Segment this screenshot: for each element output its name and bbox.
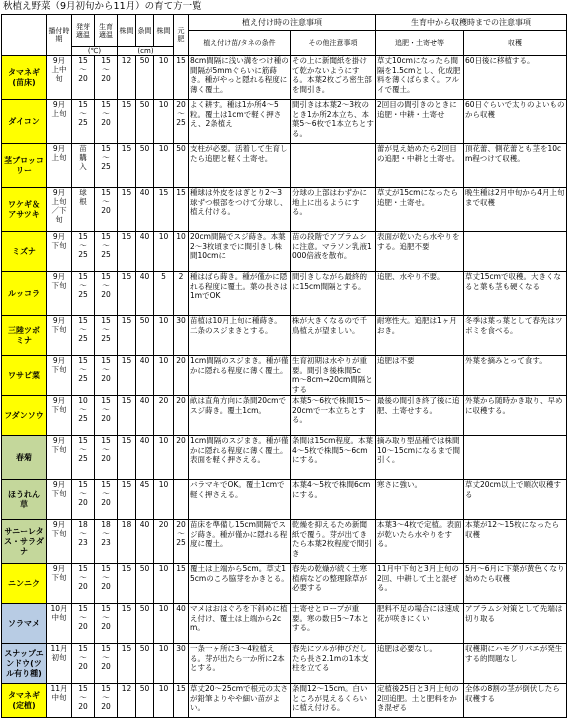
- count-cell: 15: [118, 436, 136, 480]
- extra-cell: 15: [174, 188, 189, 232]
- germ-temp-cell: 18 〜 23: [72, 520, 95, 564]
- extra-cell: 20: [174, 396, 189, 436]
- seed-conditions-cell: 8cm間隔に浅い溝をつけ種の間隔が5mmぐらいに筋蒔き。種がやっと隠れる程度に薄く覆土。: [189, 56, 291, 100]
- spacing-cell: 10: [154, 232, 174, 272]
- depth-cell: 40: [136, 436, 154, 480]
- extra-cell: 30: [174, 644, 189, 684]
- veg-name-cell: ほうれん 草: [2, 480, 47, 520]
- veg-name-cell: 春菊: [2, 436, 47, 480]
- extra-cell: 15: [174, 684, 189, 718]
- extra-cell: 10: [174, 232, 189, 272]
- header-seed-conditions: 植え付け苗/タネの条件: [189, 31, 291, 56]
- spacing-cell: 15: [154, 188, 174, 232]
- germ-temp-cell: 15 〜 20: [72, 480, 95, 520]
- sowing-time-cell: 9月 上中 旬: [47, 56, 72, 100]
- veg-name-cell: ミズナ: [2, 232, 47, 272]
- harvest-cell: 草丈20cm以上で順次収穫する: [464, 480, 567, 520]
- other-notes-cell: 春先にツルが伸びだしたら長さ2.1mの1本支柱を立てる: [291, 644, 376, 684]
- table-row: [2, 436, 567, 480]
- grow-temp-cell: 15 〜 20: [95, 684, 118, 718]
- count-cell: 15: [118, 604, 136, 644]
- harvest-cell: 冬季は葉っ葉として春先はツボミを食べる。: [464, 316, 567, 356]
- spacing-cell: 5: [154, 272, 174, 316]
- harvest-cell: 草丈15cmで収穫。大きくなると葉も茎も硬くなる: [464, 272, 567, 316]
- grow-temp-cell: 15 〜 20: [95, 604, 118, 644]
- fertilizing-cell: 草丈が15cmになったら追肥・土寄せ。: [376, 188, 464, 232]
- spacing-cell: 10: [154, 436, 174, 480]
- other-notes-cell: [291, 144, 376, 188]
- fertilizing-cell: 耐寒性大。追肥は1ヶ月おき。: [376, 316, 464, 356]
- extra-cell: 2: [174, 272, 189, 316]
- grow-temp-cell: 15 〜 25: [95, 232, 118, 272]
- count-cell: 15: [118, 232, 136, 272]
- fertilizing-cell: 追肥は必要なし。: [376, 644, 464, 684]
- depth-cell: 45: [136, 480, 154, 520]
- sowing-time-cell: 9月 下旬: [47, 396, 72, 436]
- other-notes-cell: 苗の段階でアブラムシに注意。マラソン乳液1000倍液を散布。: [291, 232, 376, 272]
- header-grow-temp: 生育適温: [95, 15, 118, 47]
- other-notes-cell: 春先の乾燥が続く土寒植病などの整理除草が必要する: [291, 564, 376, 604]
- sowing-time-cell: 9月 上旬: [47, 100, 72, 144]
- planting-guide-table: [1, 14, 567, 718]
- germ-temp-cell: 10 〜 25: [72, 396, 95, 436]
- seed-conditions-cell: 1cm間隔のスジまき。種が僅かに隠れる程度に薄く覆土。: [189, 356, 291, 396]
- spacing-cell: 10: [154, 56, 174, 100]
- harvest-cell: 60日後に移植する。: [464, 56, 567, 100]
- count-cell: 15: [118, 188, 136, 232]
- other-notes-cell: 間引きしながら最終的に15cm間隔とする。: [291, 272, 376, 316]
- extra-cell: 20: [174, 436, 189, 480]
- count-cell: 15: [118, 356, 136, 396]
- other-notes-cell: 間引きは本葉2〜3枚のとき1か所2本立ち、本葉5〜6枚で1本立ちとする。: [291, 100, 376, 144]
- extra-cell: 20: [174, 356, 189, 396]
- harvest-cell: [464, 232, 567, 272]
- germ-temp-cell: 15 〜 20: [72, 644, 95, 684]
- grow-temp-cell: 15 〜 20: [95, 356, 118, 396]
- sowing-time-cell: 9月 下旬: [47, 232, 72, 272]
- table-row: [2, 272, 567, 316]
- depth-cell: 50: [136, 644, 154, 684]
- germ-temp-cell: 15 〜 25: [72, 436, 95, 480]
- table-row: [2, 396, 567, 436]
- extra-cell: 20 〜 25: [174, 100, 189, 144]
- seed-conditions-cell: バラマキでOK。覆土1cmで軽く押さえる。: [189, 480, 291, 520]
- sowing-time-cell: 9月 上旬 ／下 旬: [47, 188, 72, 232]
- spacing-cell: 20: [154, 520, 174, 564]
- header-fertilizing: 追肥・土寄せ等: [376, 31, 464, 56]
- germ-temp-cell: 球 根: [72, 188, 95, 232]
- depth-cell: 50: [136, 564, 154, 604]
- germ-temp-cell: 15 〜 20: [72, 56, 95, 100]
- veg-name-cell: スナップエ ンドウ(ツ ル有り種): [2, 644, 47, 684]
- harvest-cell: 頂花蕾、側花蕾とも茎を10cm程つけて収穫。: [464, 144, 567, 188]
- veg-name-cell: タマネギ (定植): [2, 684, 47, 718]
- harvest-cell: 収穫期にハモグリバエが発生する的問題なし: [464, 644, 567, 684]
- grow-temp-cell: 18 〜 23: [95, 520, 118, 564]
- other-notes-cell: 本葉5〜6枚で株間15〜20cmで一本立ちとする。: [291, 396, 376, 436]
- spacing-cell: 10: [154, 144, 174, 188]
- count-cell: 15: [118, 480, 136, 520]
- fertilizing-cell: 草丈10cmになったら間隔を1.5cmとし、化成肥料を薄くばらまく。フルイで覆土。: [376, 56, 464, 100]
- table-row: [2, 316, 567, 356]
- count-cell: 15: [118, 144, 136, 188]
- veg-name-cell: ダイコン: [2, 100, 47, 144]
- other-notes-cell: 条間は15cm程度。本葉4〜5枚で株間5〜6cmにする。: [291, 436, 376, 480]
- spacing-cell: 10: [154, 480, 174, 520]
- table-row: [2, 684, 567, 718]
- germ-temp-cell: 15 〜 25: [72, 232, 95, 272]
- count-cell: 15: [118, 396, 136, 436]
- table-row: [2, 644, 567, 684]
- harvest-cell: 全体の8割の茎が倒伏したら収穫する: [464, 684, 567, 718]
- header-other-notes: その他注意事項: [291, 31, 376, 56]
- depth-cell: 50: [136, 684, 154, 718]
- fertilizing-cell: 寒さに強い。: [376, 480, 464, 520]
- header-harvest: 収穫: [464, 31, 567, 56]
- header-depth: 条間: [136, 15, 154, 47]
- extra-cell: [174, 480, 189, 520]
- grow-temp-cell: 15 〜 20: [95, 480, 118, 520]
- depth-cell: 50: [136, 144, 154, 188]
- header-count: 株間: [118, 15, 136, 47]
- count-cell: 15: [118, 644, 136, 684]
- grow-temp-cell: 15 〜 20: [95, 644, 118, 684]
- spacing-cell: 10: [154, 604, 174, 644]
- germ-temp-cell: 15 〜 20: [72, 604, 95, 644]
- table-row: [2, 604, 567, 644]
- extra-cell: 40: [174, 604, 189, 644]
- fertilizing-cell: 2回目の間引きのときに追肥・中耕・土寄せ: [376, 100, 464, 144]
- grow-temp-cell: 15 〜 20: [95, 100, 118, 144]
- depth-cell: 50: [136, 56, 154, 100]
- header-unit-celsius: (℃): [72, 47, 118, 56]
- spacing-cell: 20: [154, 396, 174, 436]
- seed-conditions-cell: 1cm間隔のスジまき。種が僅かに隠れる程度に薄く覆土。表面を軽く押さえる。: [189, 436, 291, 480]
- veg-name-cell: ワケギ＆ アサツキ: [2, 188, 47, 232]
- spacing-cell: 10: [154, 316, 174, 356]
- other-notes-cell: 乾燥を抑えるため新聞紙で覆う。芽が出てきたら本葉2枚程度で間引き: [291, 520, 376, 564]
- harvest-cell: [464, 436, 567, 480]
- fertilizing-cell: 蕾が見え始めたら2回目の追肥・中耕と土寄せ。: [376, 144, 464, 188]
- seed-conditions-cell: 種球は外皮をはぎとり2〜3球ずつ根部をつけて分球し、植え付ける。: [189, 188, 291, 232]
- other-notes-cell: 生育初期は水やりが重要。間引き後株間5cm〜8cm→20cm間隔とする: [291, 356, 376, 396]
- spacing-cell: 10: [154, 100, 174, 144]
- veg-name-cell: ソラマメ: [2, 604, 47, 644]
- veg-name-cell: 三陸ツボ ミナ: [2, 316, 47, 356]
- veg-name-cell: タマネギ (苗床): [2, 56, 47, 100]
- harvest-cell: 5月〜6月に下葉が黄色くなり始めたら収穫: [464, 564, 567, 604]
- seed-conditions-cell: 覆土は上端から5cm。草丈15cmのころ脇芽をかきとる。: [189, 564, 291, 604]
- header-germ-temp: 発芽適温: [72, 15, 95, 47]
- seed-conditions-cell: 草丈20〜25cmで根元の太さが鉛筆よりやや細い苗がよい。: [189, 684, 291, 718]
- count-cell: 15: [118, 272, 136, 316]
- header-spacing: 株間: [154, 15, 174, 47]
- table-row: [2, 232, 567, 272]
- grow-temp-cell: 15 〜 20: [95, 436, 118, 480]
- depth-cell: 40: [136, 232, 154, 272]
- other-notes-cell: 土寄せとロープが重要。寒の数日5〜7本とする。: [291, 604, 376, 644]
- seed-conditions-cell: 20cm間隔でスジ蒔き。本葉2〜3枚頃までに間引きし株間10cmに: [189, 232, 291, 272]
- header-growing-notes: 生育中から収穫時までの注意事項: [376, 15, 567, 31]
- depth-cell: 50: [136, 100, 154, 144]
- count-cell: 18: [118, 520, 136, 564]
- sowing-time-cell: 9月 下旬: [47, 480, 72, 520]
- spacing-cell: 10: [154, 684, 174, 718]
- harvest-cell: アブラムシ対策として先端は切り取る: [464, 604, 567, 644]
- extra-cell: 15: [174, 564, 189, 604]
- grow-temp-cell: 15 〜 20: [95, 188, 118, 232]
- veg-name-cell: フダンソウ: [2, 396, 47, 436]
- count-cell: 15: [118, 316, 136, 356]
- sowing-time-cell: 10月 中旬: [47, 604, 72, 644]
- other-notes-cell: 本葉4〜5枚で株間6cmにする。: [291, 480, 376, 520]
- depth-cell: 50: [136, 316, 154, 356]
- sowing-time-cell: 11月 初旬: [47, 644, 72, 684]
- page-title: 秋植え野菜（9月初旬から11月）の育て方一覧: [3, 1, 202, 12]
- germ-temp-cell: 15 〜 25: [72, 100, 95, 144]
- table-row: [2, 356, 567, 396]
- count-cell: 12: [118, 684, 136, 718]
- spacing-cell: 10: [154, 564, 174, 604]
- other-notes-cell: 条間12〜15cm。白いところが見えるくらいに植え付ける。: [291, 684, 376, 718]
- fertilizing-cell: 最後の間引き終了後に追肥、土寄せする。: [376, 396, 464, 436]
- germ-temp-cell: 15 〜 25: [72, 316, 95, 356]
- extra-cell: 50: [174, 144, 189, 188]
- table-row: [2, 564, 567, 604]
- seed-conditions-cell: 一条一ヶ所に3〜4粒植える。芽が出たら一か所に2本とする。: [189, 644, 291, 684]
- sowing-time-cell: 9月 上旬: [47, 144, 72, 188]
- table-row: [2, 100, 567, 144]
- seed-conditions-cell: 支柱が必要。活着して生育したら追肥と軽く土寄せ。: [189, 144, 291, 188]
- grow-temp-cell: 15 〜 25: [95, 144, 118, 188]
- other-notes-cell: 株が大きくなるので千鳥植えが望ましい。: [291, 316, 376, 356]
- fertilizing-cell: 定植後25日と3月上旬の2回追肥。土と肥料をかき混ぜる: [376, 684, 464, 718]
- header-vegetable: [2, 15, 47, 56]
- seed-conditions-cell: 畝は直角方向に条間20cmでスジ蒔き。覆土1cm。: [189, 396, 291, 436]
- extra-cell: 15: [174, 56, 189, 100]
- germ-temp-cell: 15 〜 20: [72, 684, 95, 718]
- depth-cell: 40: [136, 396, 154, 436]
- header-sowing-time: 播付時期: [47, 15, 72, 56]
- count-cell: 15: [118, 564, 136, 604]
- spacing-cell: 10: [154, 356, 174, 396]
- grow-temp-cell: 15 〜 25: [95, 316, 118, 356]
- fertilizing-cell: 11月中下旬と3月上旬の2回、中耕して土と混ぜる。: [376, 564, 464, 604]
- harvest-cell: 外葉から随時かき取り、早めに収穫する。: [464, 396, 567, 436]
- seed-conditions-cell: マメはおはぐろを下斜めに植え付け、覆土は上端から2cm。: [189, 604, 291, 644]
- extra-cell: 20 〜 25: [174, 520, 189, 564]
- sowing-time-cell: 11月 中旬: [47, 684, 72, 718]
- spacing-cell: 10: [154, 644, 174, 684]
- veg-name-cell: ルッコラ: [2, 272, 47, 316]
- header-planting-notes: 植え付け時の注意事項: [189, 15, 376, 31]
- germ-temp-cell: 15 〜 20: [72, 564, 95, 604]
- sowing-time-cell: 9月 下旬: [47, 356, 72, 396]
- other-notes-cell: その上に新聞紙を掛けて乾かないようにする。本葉2枚ごろ密生部を間引き。: [291, 56, 376, 100]
- sowing-time-cell: 9月 下旬: [47, 436, 72, 480]
- seed-conditions-cell: よく耕す。種は1か所4〜5粒。覆土は1cmで軽く押さえ、2条植え: [189, 100, 291, 144]
- seed-conditions-cell: 種はばら蒔き。種が僅かに隠れる程度に覆土。葉の長さは1mでOK: [189, 272, 291, 316]
- sowing-time-cell: 9月 下旬: [47, 316, 72, 356]
- fertilizing-cell: 肥料不足の場合には速成花が咲きにくい: [376, 604, 464, 644]
- harvest-cell: 晩生種は2月中旬から4月上旬まで収穫: [464, 188, 567, 232]
- germ-temp-cell: 15 〜 25: [72, 272, 95, 316]
- grow-temp-cell: 15 〜 20: [95, 56, 118, 100]
- grow-temp-cell: 15 〜 20: [95, 396, 118, 436]
- depth-cell: 40: [136, 356, 154, 396]
- fertilizing-cell: 摘み取り型品種では株間10〜15cmになるまで間引く。: [376, 436, 464, 480]
- header-fertilizer: 元肥: [174, 15, 189, 56]
- table-row: [2, 520, 567, 564]
- sowing-time-cell: 9月 下旬: [47, 564, 72, 604]
- veg-name-cell: サニーレタ ス・サラダ ナ: [2, 520, 47, 564]
- fertilizing-cell: 表面が乾いたら水やりをする。追肥不要: [376, 232, 464, 272]
- veg-name-cell: ニンニク: [2, 564, 47, 604]
- table-row: [2, 56, 567, 100]
- other-notes-cell: 分球の上部はわずかに地上に出るようにする。: [291, 188, 376, 232]
- depth-cell: 40: [136, 272, 154, 316]
- header-unit-cm: (cm): [118, 47, 174, 56]
- veg-name-cell: ワサビ菜: [2, 356, 47, 396]
- table-row: [2, 480, 567, 520]
- seed-conditions-cell: 苗床を準備し15cm間隔でスジ蒔き。種が僅かに隠れる程度に覆土。: [189, 520, 291, 564]
- harvest-cell: 60日ぐらいで太りのよいものから収穫: [464, 100, 567, 144]
- grow-temp-cell: 15 〜 20: [95, 564, 118, 604]
- sowing-time-cell: 9月 下旬: [47, 520, 72, 564]
- grow-temp-cell: 15 〜 20: [95, 272, 118, 316]
- harvest-cell: 外葉を摘みとって食す。: [464, 356, 567, 396]
- table-row: [2, 144, 567, 188]
- depth-cell: 40: [136, 520, 154, 564]
- fertilizing-cell: 追肥は不要: [376, 356, 464, 396]
- fertilizing-cell: 本葉3〜4枚で定植。表面が乾いたら水やりをする。: [376, 520, 464, 564]
- veg-name-cell: 茎ブロッコリー: [2, 144, 47, 188]
- sowing-time-cell: 9月 下旬: [47, 272, 72, 316]
- depth-cell: 40: [136, 188, 154, 232]
- extra-cell: 30: [174, 316, 189, 356]
- germ-temp-cell: 15 〜 25: [72, 356, 95, 396]
- harvest-cell: 本葉が12〜15枚になったら収穫: [464, 520, 567, 564]
- count-cell: 12: [118, 56, 136, 100]
- depth-cell: 50: [136, 604, 154, 644]
- count-cell: 15: [118, 100, 136, 144]
- table-row: [2, 188, 567, 232]
- seed-conditions-cell: 苗植は10月上旬に種蒔き。二条のスジまきとする。: [189, 316, 291, 356]
- fertilizing-cell: 追肥、水やり不要。: [376, 272, 464, 316]
- germ-temp-cell: 苗 購 入: [72, 144, 95, 188]
